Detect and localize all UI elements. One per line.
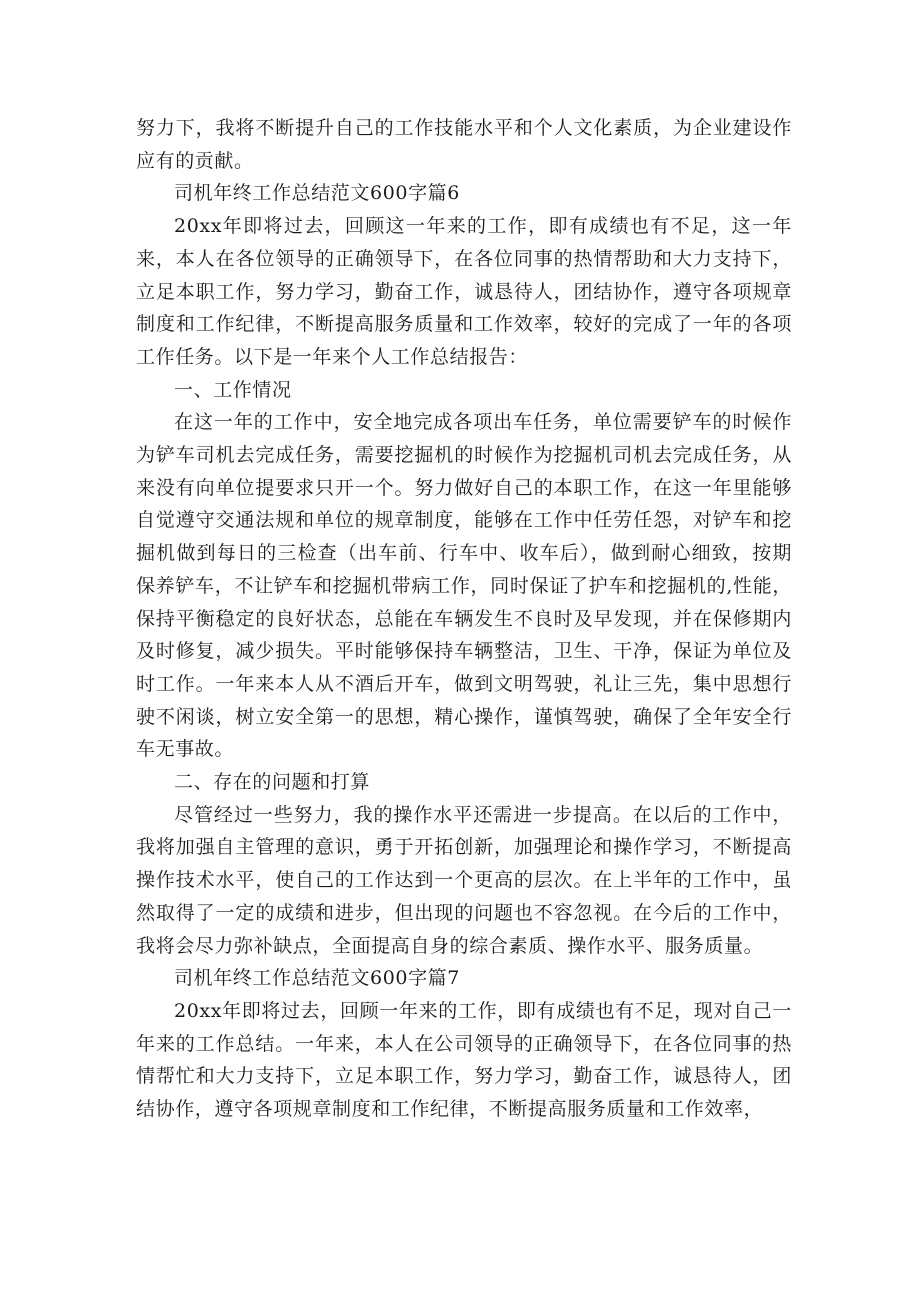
subheading-problems-plans: 二、存在的问题和打算 <box>174 771 371 794</box>
subheading-work-status: 一、工作情况 <box>174 378 292 401</box>
paragraph-continuation: 努力下，我将不断提升自己的工作技能水平和个人文化素质，为企业建设作应有的贡献。 <box>136 117 792 172</box>
paragraph-intro-6: 20xx年即将过去，回顾这一年来的工作，即有成绩也有不足，这一年来，本人在各位领导的正确领导下，在各位同事的热情帮助和大力支持下，立足本职工作，努力学习，勤奋工作，诚恳待人，团结协作，遵守各项规章制度和工作纪律，不断提高服务质量和工作效率，较好的完成了一年的各项工作任务。以下是一年来个人工作总结报告： <box>136 215 792 368</box>
paragraph-work-status: 在这一年的工作中，安全地完成各项出车任务，单位需要铲车的时候作为铲车司机去完成任务，需要挖掘机的时候作为挖掘机司机去完成任务，从来没有向单位提要求只开一个。努力做好自己的本职工作，在这一年里能够自觉遵守交通法规和单位的规章制度，能够在工作中任劳任怨，对铲车和挖掘机做到每日的三检查（出车前、行车中、收车后），做到耐心细致，按期保养铲车，不让铲车和挖掘机带病工作，同时保证了护车和挖掘机的,性能，保持平衡稳定的良好状态，总能在车辆发生不良时及早发现，并在保修期内及时修复，减少损失。平时能够保持车辆整洁，卫生、干净，保证为单位及时工作。一年来本人从不酒后开车，做到文明驾驶，礼让三先，集中思想行驶不闲谈，树立安全第一的思想，精心操作，谨慎驾驶，确保了全年安全行车无事故。 <box>136 411 792 761</box>
paragraph-problems-plans: 尽管经过一些努力，我的操作水平还需进一步提高。在以后的工作中，我将加强自主管理的意识，勇于开拓创新，加强理论和操作学习，不断提高操作技术水平，使自己的工作达到一个更高的层次。在上半年的工作中，虽然取得了一定的成绩和进步，但出现的问题也不容忽视。在今后的工作中，我将会尽力弥补缺点，全面提高自身的综合素质、操作水平、服务质量。 <box>136 803 792 957</box>
section-heading-article-7: 司机年终工作总结范文600字篇7 <box>174 967 460 990</box>
section-heading-article-6: 司机年终工作总结范文600字篇6 <box>174 182 460 205</box>
paragraph-intro-7: 20xx年即将过去，回顾一年来的工作，即有成绩也有不足，现对自己一年来的工作总结。一年来，本人在公司领导的正确领导下，在各位同事的热情帮忙和大力支持下，立足本职工作，努力学习，勤奋工作，诚恳待人，团结协作，遵守各项规章制度和工作纪律，不断提高服务质量和工作效率， <box>136 999 792 1121</box>
document-body <box>136 112 792 1126</box>
